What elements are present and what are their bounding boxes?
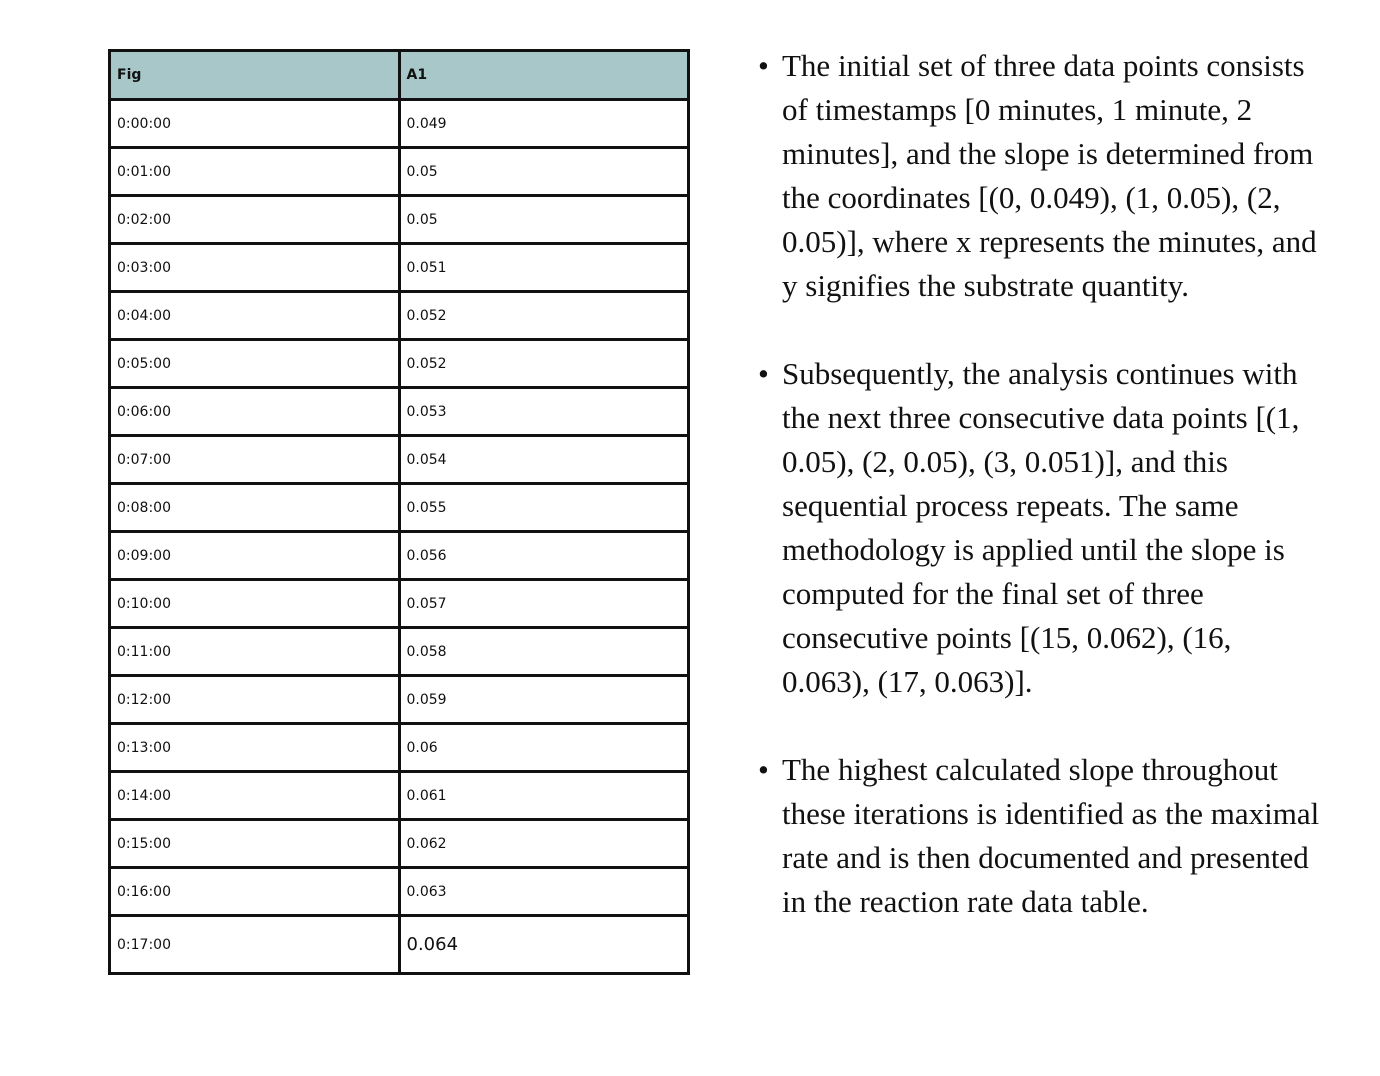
value-cell: 0.053	[399, 388, 689, 436]
table-row	[110, 772, 689, 820]
value-cell: 0.055	[399, 484, 689, 532]
time-cell: 0:15:00	[110, 820, 400, 868]
table-row	[110, 244, 689, 292]
bullet-text: The initial set of three data points consists of timestamps [0 minutes, 1 minute, 2 minutes], and the slope is determined from the coordinates [(0, 0.049), (1, 0.05), (2, 0.05)], where x represents the minutes, and y signifies the substrate quantity.	[782, 48, 1317, 303]
table-row	[110, 532, 689, 580]
value-cell: 0.061	[399, 772, 689, 820]
time-cell: 0:12:00	[110, 676, 400, 724]
table-row	[110, 436, 689, 484]
data-table	[108, 49, 690, 975]
bullet-item	[752, 352, 1322, 704]
value-cell: 0.062	[399, 820, 689, 868]
table-row	[110, 916, 689, 974]
value-cell: 0.056	[399, 532, 689, 580]
time-cell: 0:11:00	[110, 628, 400, 676]
table-row	[110, 148, 689, 196]
time-cell: 0:02:00	[110, 196, 400, 244]
table-row	[110, 100, 689, 148]
time-cell: 0:00:00	[110, 100, 400, 148]
time-cell: 0:06:00	[110, 388, 400, 436]
bullet-list	[752, 44, 1322, 924]
value-cell: 0.057	[399, 580, 689, 628]
table-row	[110, 388, 689, 436]
time-cell: 0:08:00	[110, 484, 400, 532]
time-cell: 0:16:00	[110, 868, 400, 916]
time-cell: 0:05:00	[110, 340, 400, 388]
bullet-item	[752, 44, 1322, 308]
table-row	[110, 484, 689, 532]
time-cell: 0:10:00	[110, 580, 400, 628]
table-row	[110, 820, 689, 868]
value-cell: 0.054	[399, 436, 689, 484]
value-cell: 0.052	[399, 340, 689, 388]
table-header-row	[110, 51, 689, 100]
table-row	[110, 868, 689, 916]
table-row	[110, 628, 689, 676]
time-cell: 0:07:00	[110, 436, 400, 484]
table-row	[110, 340, 689, 388]
value-cell: 0.058	[399, 628, 689, 676]
table-row	[110, 196, 689, 244]
time-cell: 0:04:00	[110, 292, 400, 340]
column-header-a1: A1	[399, 51, 689, 100]
time-cell: 0:01:00	[110, 148, 400, 196]
time-cell: 0:03:00	[110, 244, 400, 292]
value-cell: 0.05	[399, 196, 689, 244]
value-cell: 0.059	[399, 676, 689, 724]
value-cell: 0.052	[399, 292, 689, 340]
bullet-text: Subsequently, the analysis continues with the next three consecutive data points [(1, 0.05), (2, 0.05), (3, 0.051)], and this sequential process repeats. The same methodology is applied until the slope is computed for the final set of three consecutive points [(15, 0.062), (16, 0.063), (17, 0.063)].	[782, 356, 1300, 699]
bullet-marker: •	[758, 356, 769, 391]
table-row	[110, 676, 689, 724]
bullet-marker: •	[758, 48, 769, 83]
value-cell: 0.063	[399, 868, 689, 916]
table-row	[110, 580, 689, 628]
time-cell: 0:14:00	[110, 772, 400, 820]
value-cell: 0.049	[399, 100, 689, 148]
value-cell: 0.051	[399, 244, 689, 292]
bullet-marker: •	[758, 752, 769, 787]
value-cell: 0.06	[399, 724, 689, 772]
bullet-item	[752, 748, 1322, 924]
column-header-fig: Fig	[110, 51, 400, 100]
table-row	[110, 724, 689, 772]
value-cell: 0.05	[399, 148, 689, 196]
time-cell: 0:09:00	[110, 532, 400, 580]
time-cell: 0:17:00	[110, 916, 400, 974]
value-cell: 0.064	[399, 916, 689, 974]
time-cell: 0:13:00	[110, 724, 400, 772]
bullet-text: The highest calculated slope throughout these iterations is identified as the maximal rate and is then documented and presented in the reaction rate data table.	[782, 752, 1320, 919]
table-row	[110, 292, 689, 340]
